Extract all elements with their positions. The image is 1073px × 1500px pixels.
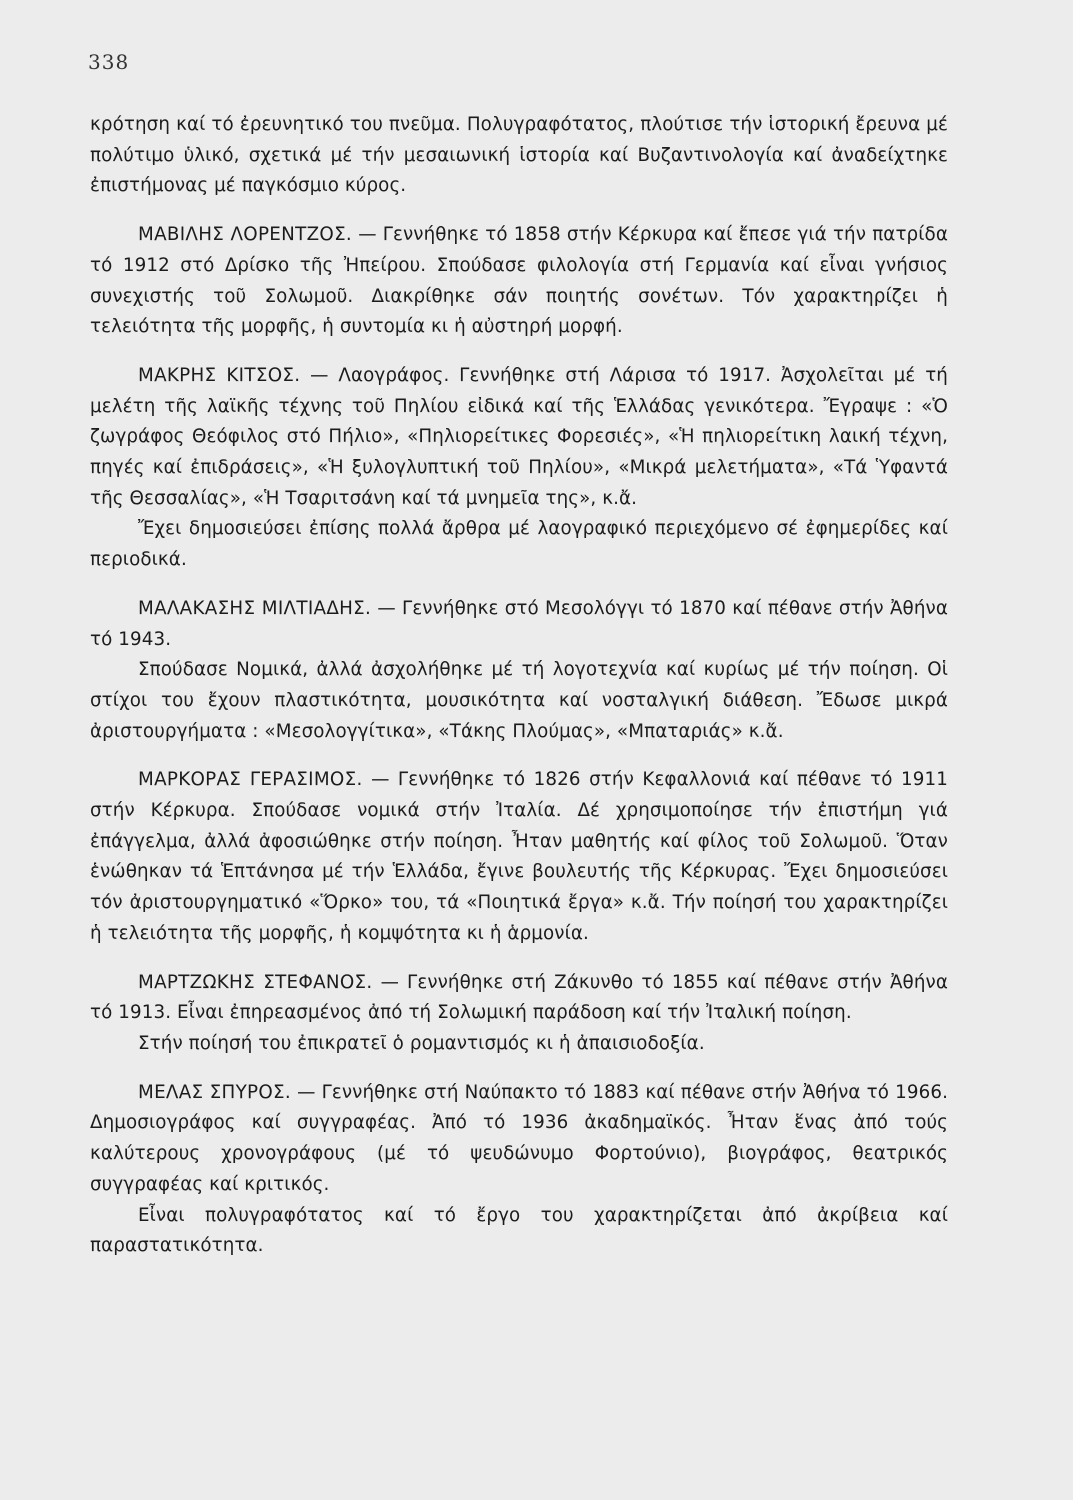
entry-name: ΜΑΡΚΟΡΑΣ ΓΕΡΑΣΙΜΟΣ. <box>138 769 363 791</box>
entry-name: ΜΑΒΙΛΗΣ ΛΟΡΕΝΤΖΟΣ. <box>138 224 353 246</box>
entry-text: — Γεννήθηκε τό 1858 στήν Κέρκυρα καί ἔπεσε γιά τήν πατρίδα τό 1912 στό Δρίσκο τῆς Ἠπείρου. Σπούδασε φιλολογία στή Γερμανία καί εἶναι γνήσιος συνεχιστής τοῦ Σολωμοῦ. Διακρίθηκε σάν ποιητής σονέτων. Τόν χαρακτηρίζει ἡ τελειότητα τῆς μορφῆς, ἡ συντομία κι ἡ αὐστηρή μορφή. <box>90 224 948 338</box>
entry-makris <box>90 361 948 576</box>
entry-paragraph <box>90 594 948 655</box>
entry-paragraph: Στήν ποίησή του ἐπικρατεῖ ὁ ρομαντισμός κι ἡ ἀπαισιοδοξία. <box>138 1032 705 1054</box>
entry-paragraph <box>90 1078 948 1201</box>
entry-paragraph: Σπούδασε Νομικά, ἀλλά ἀσχολήθηκε μέ τή λογοτεχνία καί κυρίως μέ τήν ποίηση. Οἱ στίχοι του ἔχουν πλαστικότητα, μουσικότητα καί νοσταλγική διάθεση. Ἔδωσε μικρά ἀριστουργήματα : «Μεσολογγίτικα», «Τάκης Πλούμας», «Μπαταριάς» κ.ἄ. <box>90 659 948 742</box>
entry-text: — Λαογράφος. Γεννήθηκε στή Λάρισα τό 1917. Ἀσχολεῖται μέ τή μελέτη τῆς λαϊκῆς τέχνης τοῦ Πηλίου εἰδικά καί τῆς Ἑλλάδας γενικότερα. Ἔγραψε : «Ὁ ζωγράφος Θεόφιλος στό Πήλιο», «Πηλιορείτικες Φορεσιές», «Ἡ πηλιορείτικη λαική τέχνη, πηγές καί ἐπιδράσεις», «Ἡ ξυλογλυπτική τοῦ Πηλίου», «Μικρά μελετήματα», «Τά Ὑφαντά τῆς Θεσσαλίας», «Ἡ Τσαριτσάνη καί τά μνημεῖα της», κ.ἄ. <box>90 364 948 509</box>
entry-name: ΜΑΛΑΚΑΣΗΣ ΜΙΛΤΙΑΔΗΣ. <box>138 597 372 619</box>
entry-text: — Γεννήθηκε στή Ζάκυνθο τό 1855 καί πέθανε στήν Ἀθήνα τό 1913. Εἶναι ἐπηρεασμένος ἀπό τή Σολωμική παράδοση καί τήν Ἰταλική ποίηση. <box>90 971 948 1024</box>
entry-paragraph <box>90 361 948 515</box>
page-number: 338 <box>88 50 130 74</box>
entry-markoras <box>90 765 948 949</box>
entry-martzokis <box>90 968 948 1060</box>
entry-melas <box>90 1078 948 1262</box>
entry-text: — Γεννήθηκε τό 1826 στήν Κεφαλλονιά καί πέθανε τό 1911 στήν Κέρκυρα. Σπούδασε νομικά στήν Ἰταλία. Δέ χρησιμοποίησε τήν ἐπιστήμη γιά ἐπάγγελμα, ἀλλά ἀφοσιώθηκε στήν ποίηση. Ἦταν μαθητής καί φίλος τοῦ Σολωμοῦ. Ὅταν ἑνώθηκαν τά Ἑπτάνησα μέ τήν Ἑλλάδα, ἔγινε βουλευτής τῆς Κέρκυρας. Ἔχει δημοσιεύσει τόν ἀριστουργηματικό «Ὅρκο» του, τά «Ποιητικά ἔργα» κ.ἄ. Τήν ποίησή του χαρακτηρίζει ἡ τελειότητα τῆς μορφῆς, ἡ κομψότητα κι ἡ ἁρμονία. <box>90 769 948 944</box>
entry-text: — Γεννήθηκε στή Ναύπακτο τό 1883 καί πέθανε στήν Ἀθήνα τό 1966. Δημοσιογράφος καί συγγραφέας. Ἀπό τό 1936 ἀκαδημαϊκός. Ἦταν ἕνας ἀπό τούς καλύτερους χρονογράφους (μέ τό ψευδώνυμο Φορτούνιο), βιογράφος, θεατρικός συγγραφέας καί κριτικός. <box>90 1081 948 1195</box>
entry-name: ΜΕΛΑΣ ΣΠΥΡΟΣ. <box>138 1081 292 1103</box>
entry-malakasis <box>90 594 948 748</box>
text-column <box>90 110 948 1262</box>
entry-name: ΜΑΚΡΗΣ ΚΙΤΣΟΣ. <box>138 364 301 386</box>
entry-text: — Γεννήθηκε στό Μεσολόγγι τό 1870 καί πέθανε στήν Ἀθήνα τό 1943. <box>90 597 948 650</box>
entry-paragraph <box>90 220 948 343</box>
entry-name: ΜΑΡΤΖΩΚΗΣ ΣΤΕΦΑΝΟΣ. <box>138 971 373 993</box>
entry-paragraph: Ἔχει δημοσιεύσει ἐπίσης πολλά ἄρθρα μέ λαογραφικό περιεχόμενο σέ ἐφημερίδες καί περιοδικά. <box>90 518 948 571</box>
entry-paragraph <box>90 765 948 949</box>
entry-paragraph <box>90 968 948 1029</box>
entry-mavilis <box>90 220 948 343</box>
intro-paragraph: κρότηση καί τό ἐρευνητικό του πνεῦμα. Πολυγραφότατος, πλούτισε τήν ἱστορική ἔρευνα μέ πολύτιμο ὑλικό, σχετικά μέ τήν μεσαιωνική ἱστορία καί Βυζαντινολογία καί ἀναδείχτηκε ἐπιστήμονας μέ παγκόσμιο κύρος. <box>90 114 948 197</box>
entry-paragraph: Εἶναι πολυγραφότατος καί τό ἔργο του χαρακτηρίζεται ἀπό ἀκρίβεια καί παραστατικότητα. <box>90 1204 948 1257</box>
